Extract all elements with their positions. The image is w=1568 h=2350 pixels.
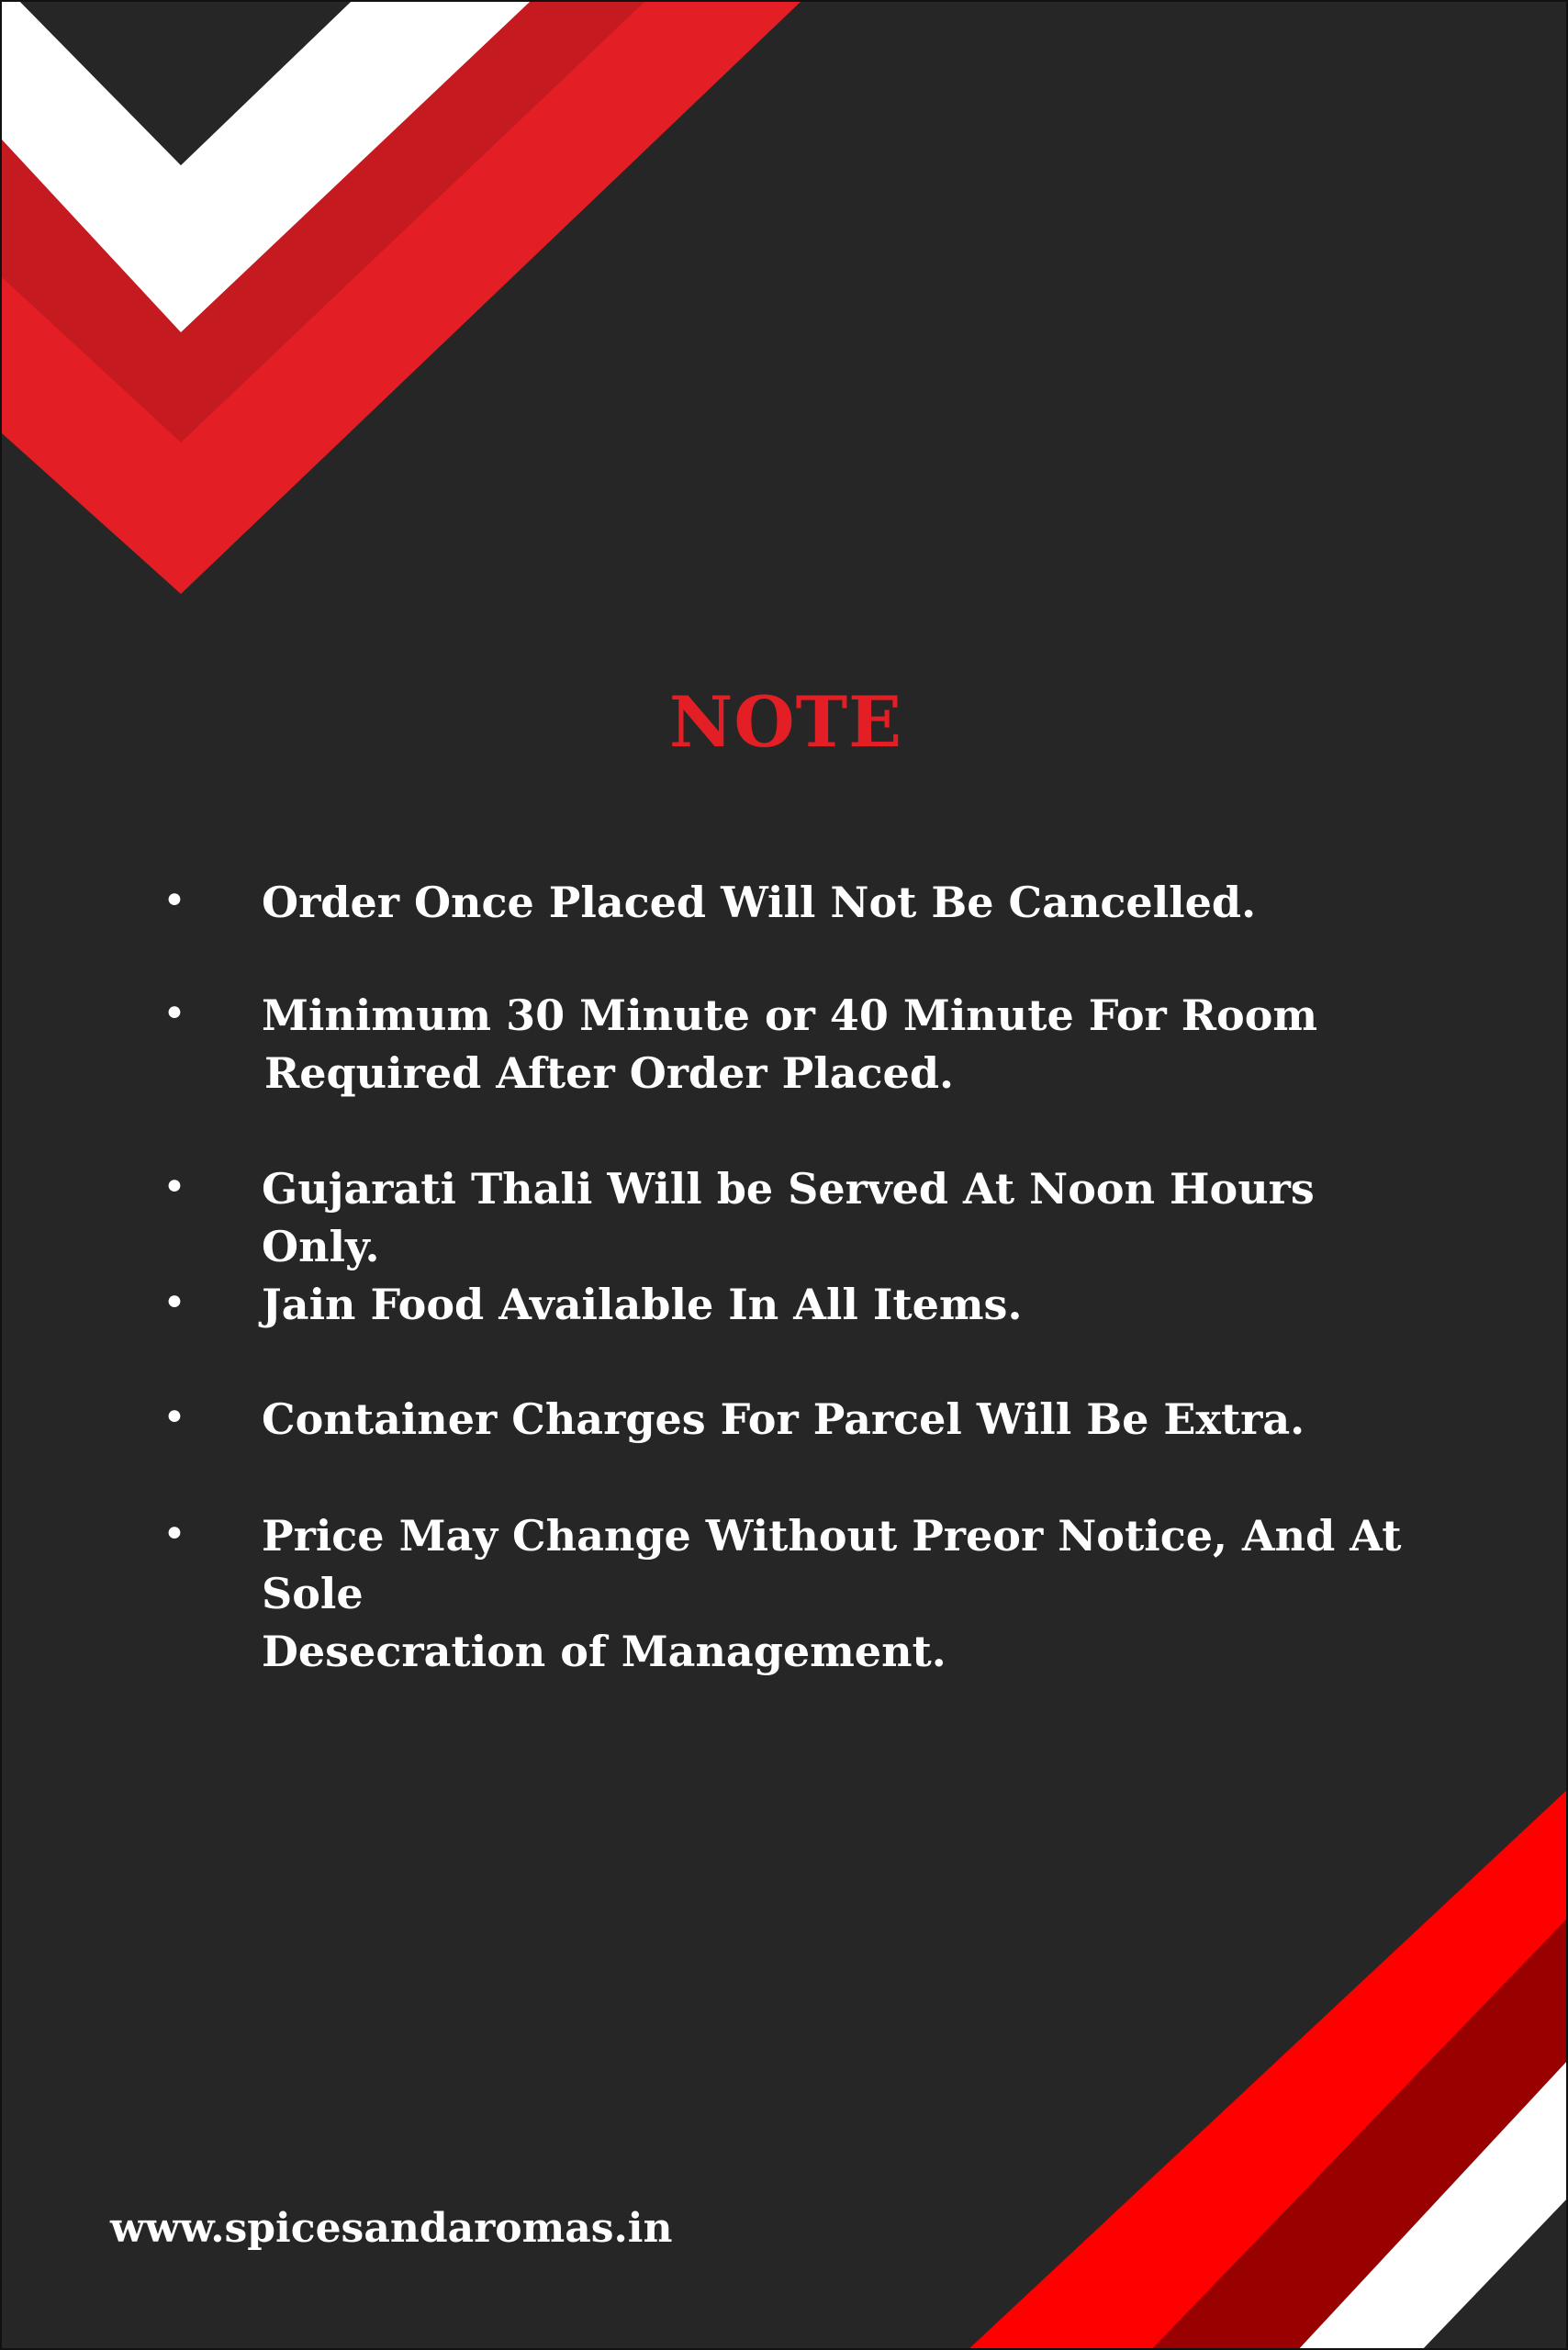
bullet-icon: • xyxy=(162,990,186,1037)
page-title: NOTE xyxy=(668,681,903,763)
bullet-icon: • xyxy=(162,1280,186,1326)
bullet-icon: • xyxy=(162,1511,186,1558)
bullet-icon: • xyxy=(162,878,186,924)
note-text: Gujarati Thali Will be Served At Noon Hours Only. xyxy=(262,1164,1315,1271)
note-text: Minimum 30 Minute or 40 Minute For Room Required After Order Placed. xyxy=(262,990,1318,1098)
note-text: Price May Change Without Preor Notice, And At Sole Desecration of Management. xyxy=(262,1511,1402,1676)
bullet-icon: • xyxy=(162,1394,186,1441)
note-text: Jain Food Available In All Items. xyxy=(262,1280,1023,1329)
website-url: www.spicesandaromas.in xyxy=(110,2205,673,2252)
note-text: Order Once Placed Will Not Be Cancelled. xyxy=(262,878,1257,927)
bullet-icon: • xyxy=(162,1164,186,1211)
note-text: Container Charges For Parcel Will Be Extra. xyxy=(262,1394,1305,1444)
